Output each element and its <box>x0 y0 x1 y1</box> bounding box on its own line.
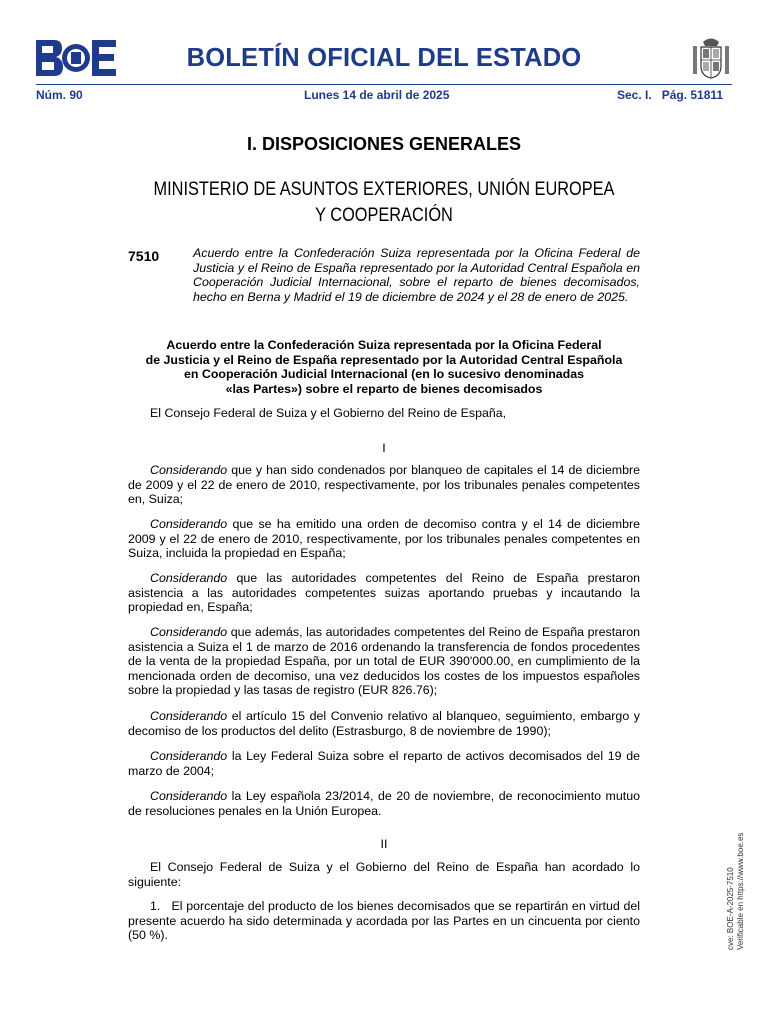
cve-code: cve: BOE-A-2025-7510 <box>726 867 735 950</box>
agreement-title <box>110 338 658 396</box>
considerando-paragraph-7 <box>128 789 640 818</box>
issue-date: Lunes 14 de abril de 2025 <box>304 88 450 102</box>
considerando-word: Considerando <box>150 571 228 585</box>
agreement-title-line-3: en Cooperación Judicial Internacional (en lo sucesivo denominadas <box>183 367 585 382</box>
considerando-word: Considerando <box>150 749 228 763</box>
section-heading-1: I <box>382 441 386 455</box>
paragraph-text: que y han sido condenados por blanqueo de capitales el 14 de diciembre de 2009 y el 22 de enero de 2010, respectivamente, por los tribunales penales competentes en, Suiza; <box>128 463 640 507</box>
paragraph-text: que las autoridades competentes del Reino de España prestaron asistencia a las autoridades competentes suizas aportando pruebas y incautando la propiedad en, España; <box>128 571 640 615</box>
considerando-paragraph-2 <box>128 517 640 561</box>
intro-paragraph: El Consejo Federal de Suiza y el Gobierno del Reino de España, <box>150 406 507 420</box>
paragraph-text: el artículo 15 del Convenio relativo al blanqueo, seguimiento, embargo y decomiso de los productos del delito (Estrasburgo, 8 de noviembre de 1990); <box>128 709 640 738</box>
section-title: I. DISPOSICIONES GENERALES <box>246 134 522 154</box>
agreement-title-line-1: Acuerdo entre la Confederación Suiza representada por la Oficina Federal <box>166 338 602 352</box>
considerando-paragraph-5 <box>128 709 640 738</box>
agreement-title-line-4: «las Partes») sobre el reparto de bienes decomisados <box>225 381 543 396</box>
ministry-heading <box>123 177 646 229</box>
paragraph-text: que además, las autoridades competentes del Reino de España prestaron asistencia a Suiza el 1 de marzo de 2016 ordenando la transferencia de fondos procedentes de la venta de la propiedad España, por un total de EUR 390'000.00, en cumplimiento de la mencionada orden de decomiso, una vez deducidos los costes de los impuestos españoles sobre la propiedad y las tasas de registro (EUR 826.76); <box>128 625 640 698</box>
paragraph-text: la Ley Federal Suiza sobre el reparto de activos decomisados del 19 de marzo de 2004; <box>128 749 640 778</box>
header-rule <box>36 84 732 85</box>
considerando-word: Considerando <box>150 789 228 803</box>
ministry-line-1: MINISTERIO DE ASUNTOS EXTERIORES, UNIÓN EUROPEA <box>153 179 615 200</box>
verification-url[interactable]: Verificable en https://www.boe.es <box>736 832 745 950</box>
considerando-paragraph-3 <box>128 571 640 615</box>
document-summary: Acuerdo entre la Confederación Suiza representada por la Oficina Federal de Justicia y el Reino de España representado por la Autoridad Central Española en Cooperación Judicial Internacional, sobre el reparto de bienes decomisados, hecho en Berna y Madrid el 19 de diciembre de 2024 y el 28 de enero de 2025. <box>193 246 640 304</box>
verification-stamp <box>726 790 746 950</box>
considerando-word: Considerando <box>150 709 228 723</box>
document-number: 7510 <box>128 248 160 264</box>
agreed-paragraph: El Consejo Federal de Suiza y el Gobierno del Reino de España han acordado lo siguiente: <box>128 860 640 889</box>
boe-logo <box>36 40 116 76</box>
section-page: Sec. I. Pág. 51811 <box>617 88 724 102</box>
issue-number: Núm. 90 <box>36 88 83 102</box>
considerando-word: Considerando <box>150 463 228 477</box>
considerando-word: Considerando <box>150 517 228 531</box>
newspaper-title: BOLETÍN OFICIAL DEL ESTADO <box>186 44 582 72</box>
considerando-paragraph-1 <box>128 463 640 507</box>
article-1: 1. El porcentaje del producto de los bienes decomisados que se repartirán en virtud del presente acuerdo ha sido determinada y acordada por las Partes en un cincuenta por ciento (50 %). <box>128 899 644 943</box>
agreement-title-line-2: de Justicia y el Reino de España representado por la Autoridad Central Española <box>145 352 623 367</box>
section-heading-2: II <box>380 837 388 851</box>
coat-of-arms-icon <box>690 36 732 80</box>
considerando-paragraph-6 <box>128 749 640 778</box>
paragraph-text: la Ley española 23/2014, de 20 de noviembre, de reconocimiento mutuo de resoluciones penales en la Unión Europea. <box>128 789 640 818</box>
considerando-word: Considerando <box>150 625 228 639</box>
considerando-paragraph-4 <box>128 625 640 698</box>
paragraph-text: que se ha emitido una orden de decomiso contra y el 14 de diciembre 2009 y el 22 de enero de 2010, respectivamente, por los tribunales penales competentes en Suiza, incluida la propiedad en España; <box>128 517 640 561</box>
ministry-line-2: Y COOPERACIÓN <box>315 205 453 226</box>
